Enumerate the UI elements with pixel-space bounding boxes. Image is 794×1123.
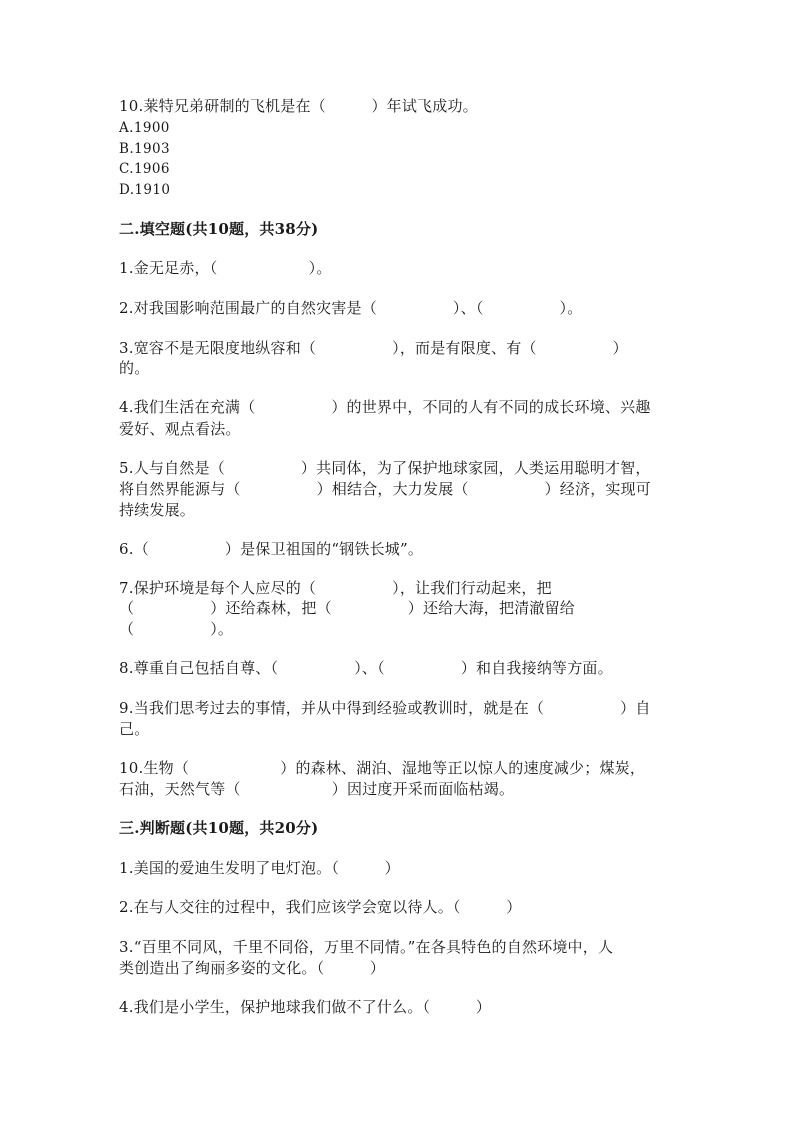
fill-item-7-line-3: （ ）。: [119, 620, 234, 638]
mc-question-stem: 10.莱特兄弟研制的飞机是在（ ）年试飞成功。: [119, 97, 478, 115]
fill-item-8-line-1: 8.尊重自己包括自尊、（ ）、（ ）和自我接纳等方面。: [119, 659, 613, 677]
fill-item-3-line-2: 的。: [119, 359, 150, 377]
fill-item-5-line-1: 5.人与自然是（ ）共同体，为了保护地球家园，人类运用聪明才智，: [119, 459, 651, 477]
judge-section-heading: 三.判断题(共10题，共20分): [119, 819, 319, 837]
fill-item-9-line-1: 9.当我们思考过去的事情，并从中得到经验或教训时，就是在（ ）自: [119, 699, 651, 717]
mc-option-b: B.1903: [119, 141, 170, 157]
fill-item-10-line-1: 10.生物（ ）的森林、湖泊、湿地等正以惊人的速度减少；煤炭，: [119, 759, 646, 777]
mc-option-c: C.1906: [119, 161, 170, 177]
judge-item-4-line-1: 4.我们是小学生，保护地球我们做不了什么。（ ）: [119, 998, 492, 1016]
fill-item-7-line-2: （ ）还给森林，把（ ）还给大海，把清澈留给: [119, 599, 576, 617]
fill-item-2-line-1: 2.对我国影响范围最广的自然灾害是（ ）、（ ）。: [119, 299, 583, 317]
fill-item-3-line-1: 3.宽容不是无限度地纵容和（ ），而是有限度、有（ ）: [119, 339, 628, 357]
judge-item-1-line-1: 1.美国的爱迪生发明了电灯泡。（ ）: [119, 859, 400, 877]
fill-item-4-line-1: 4.我们生活在充满（ ）的世界中，不同的人有不同的成长环境、兴趣: [119, 398, 651, 416]
fill-item-6-line-1: 6.（ ）是保卫祖国的“钢铁长城”。: [119, 540, 424, 558]
fill-section-heading: 二.填空题(共10题，共38分): [119, 220, 319, 238]
fill-item-5-line-3: 持续发展。: [119, 501, 196, 519]
judge-item-3-line-2: 类创造出了绚丽多姿的文化。（ ）: [119, 959, 386, 977]
judge-item-3-line-1: 3.“百里不同风，千里不同俗，万里不同情。”在各具特色的自然环境中，人: [119, 938, 614, 956]
fill-item-9-line-2: 己。: [119, 720, 150, 738]
fill-item-4-line-2: 爱好、观点看法。: [119, 420, 241, 438]
mc-option-d: D.1910: [119, 182, 171, 198]
fill-item-7-line-1: 7.保护环境是每个人应尽的（ ），让我们行动起来，把: [119, 579, 552, 597]
fill-item-1-line-1: 1.金无足赤，（ ）。: [119, 259, 332, 277]
mc-option-a: A.1900: [119, 120, 170, 136]
judge-item-2-line-1: 2.在与人交往的过程中，我们应该学会宽以待人。（ ）: [119, 898, 522, 916]
fill-item-5-line-2: 将自然界能源与（ ）相结合，大力发展（ ）经济，实现可: [119, 480, 652, 498]
fill-item-10-line-2: 石油，天然气等（ ）因过度开采而面临枯竭。: [119, 780, 515, 798]
